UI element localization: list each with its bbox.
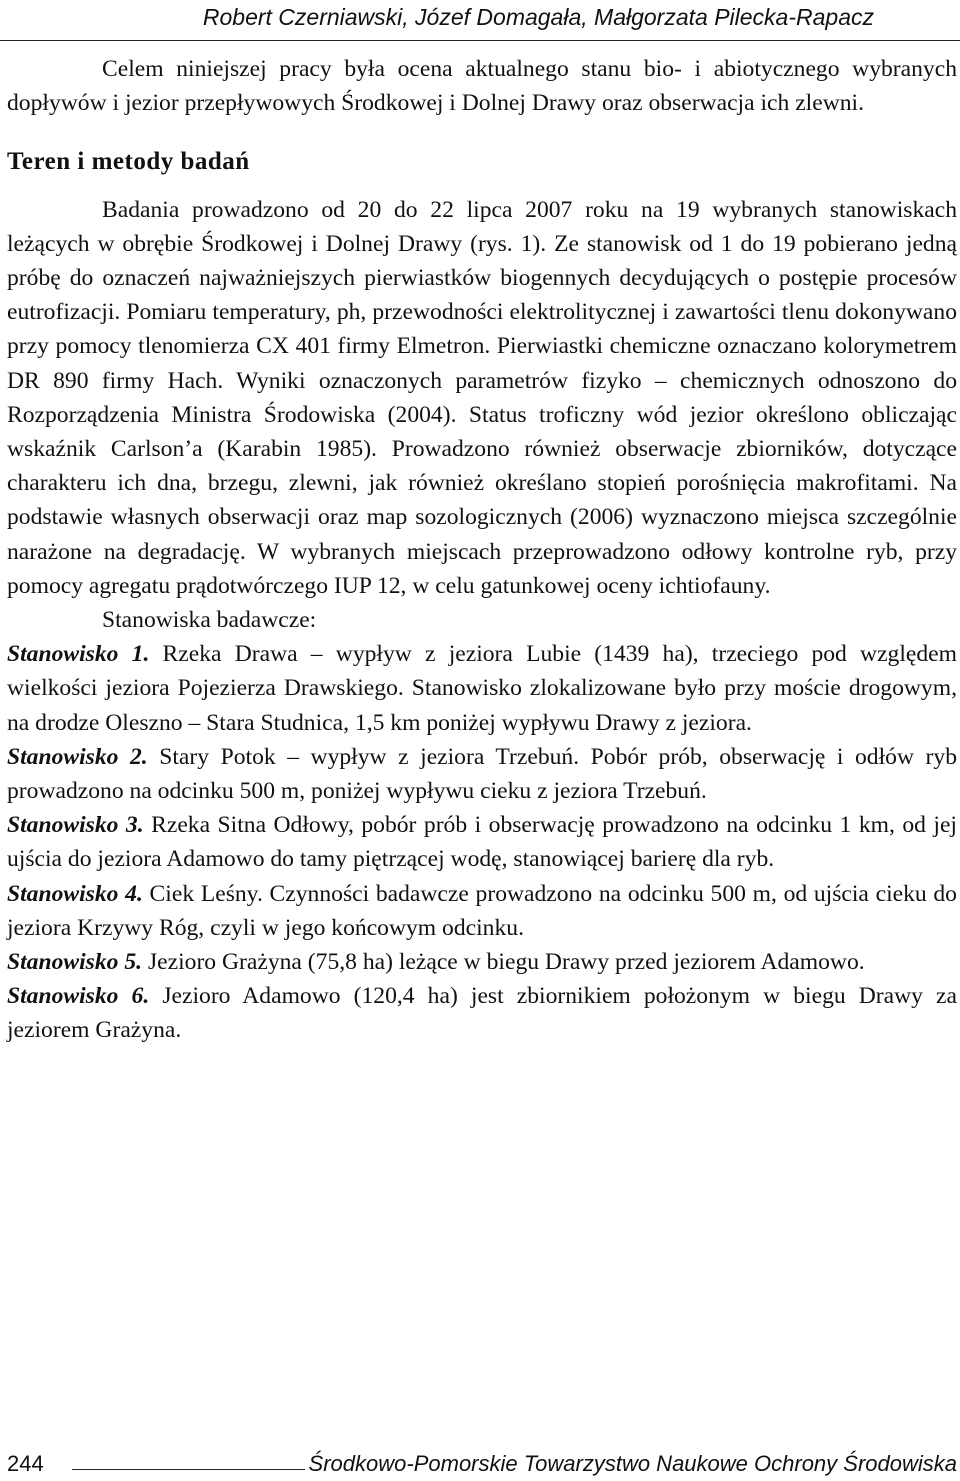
station-paragraph — [7, 740, 957, 808]
station-paragraph — [7, 808, 957, 876]
station-text: Jezioro Adamowo (120,4 ha) jest zbiornikiem położonym w biegu Drawy za jeziorem Grażyna. — [7, 983, 957, 1044]
intro-paragraph: Celem niniejszej pracy była ocena aktualnego stanu bio- i abiotycznego wybranych dopływów i jezior przepływowych Środkowej i Dolnej Drawy oraz obserwacja ich zlewni. — [7, 56, 957, 117]
station-text: Stary Potok – wypływ z jeziora Trzebuń. Pobór prób, obserwację i odłów ryb prowadzono na odcinku 500 m, poniżej wypływu cieku z jeziora Trzebuń. — [7, 743, 957, 805]
methods-paragraph: Badania prowadzono od 20 do 22 lipca 2007 roku na 19 wybranych stanowiskach leżących w obrębie Środkowej i Dolnej Drawy (rys. 1). Ze stanowisk od 1 do 19 pobierano jedną próbę do oznaczeń najważniejszych pierwiastków biogennych decydujących o postępie procesów eutrofizacji. Pomiaru temperatury, ph, przewodności elektrolitycznej i zawartości tlenu dokonywano przy pomocy tlenomierza CX 401 firmy Elmetron. Pierwiastki chemiczne oznaczano kolorymetrem DR 890 firmy Hach. Wyniki oznaczonych parametrów fizyko – chemicznych odnoszono do Rozporządzenia Ministra Środowiska (2004). Status troficzny wód jezior określono obliczając wskaźnik Carlson’a (Karabin 1985). Prowadzono również obserwacje zbiorników, dotyczące charakteru ich dna, brzegu, zlewni, jak również określano stopień porośnięcia makrofitami. Na podstawie własnych obserwacji oraz map sozologicznych (2006) wyznaczono miejsca szczególnie narażone na degradację. W wybranych miejscach przeprowadzono odłowy kontrolne ryb, przy pomocy agregatu prądotwórczego IUP 12, w celu gatunkowej oceny ichtiofauny. — [7, 196, 957, 599]
station-text: Rzeka Drawa – wypływ z jeziora Lubie (1439 ha), trzeciego pod względem wielkości jeziora Pojezierza Drawskiego. Stanowisko zlokalizowane było przy moście drogowym, na drodze Oleszno – Stara Studnica, 1,5 km poniżej wypływu Drawy z jeziora. — [7, 641, 957, 736]
station-label: Stanowisko 3. — [7, 812, 144, 839]
station-label: Stanowisko 1. — [7, 641, 150, 668]
station-text: Jezioro Grażyna (75,8 ha) leżące w biegu Drawy przed jeziorem Adamowo. — [142, 949, 865, 976]
station-paragraph — [7, 637, 957, 740]
page-footer — [0, 1445, 960, 1481]
station-text: Ciek Leśny. Czynności badawcze prowadzono na odcinku 500 m, od ujścia cieku do jeziora Krzywy Róg, czyli w jego końcowym odcinku. — [7, 880, 957, 941]
page-header — [0, 0, 960, 41]
station-label: Stanowisko 4. — [7, 880, 143, 907]
section-heading-methods: Teren i metody badań — [7, 148, 250, 176]
station-label: Stanowisko 6. — [7, 983, 150, 1010]
running-head-authors: Robert Czerniawski, Józef Domagała, Małgorzata Pilecka-Rapacz — [202, 4, 874, 30]
station-label: Stanowisko 2. — [7, 743, 148, 770]
publisher-name: Środkowo-Pomorskie Towarzystwo Naukowe Ochrony Środowiska — [305, 1451, 957, 1477]
page-body — [7, 52, 957, 1048]
page-number: 244 — [7, 1451, 48, 1477]
station-paragraph — [7, 945, 957, 979]
station-paragraph — [7, 877, 957, 945]
station-paragraph — [7, 979, 957, 1047]
station-text: Rzeka Sitna Odłowy, pobór prób i obserwację prowadzono na odcinku 1 km, od jej ujścia do jeziora Adamowo do tamy piętrzącej wodę, stanowiącej barierę dla ryb. — [7, 812, 957, 873]
stations-intro: Stanowiska badawcze: — [102, 607, 317, 634]
station-label: Stanowisko 5. — [7, 949, 143, 976]
